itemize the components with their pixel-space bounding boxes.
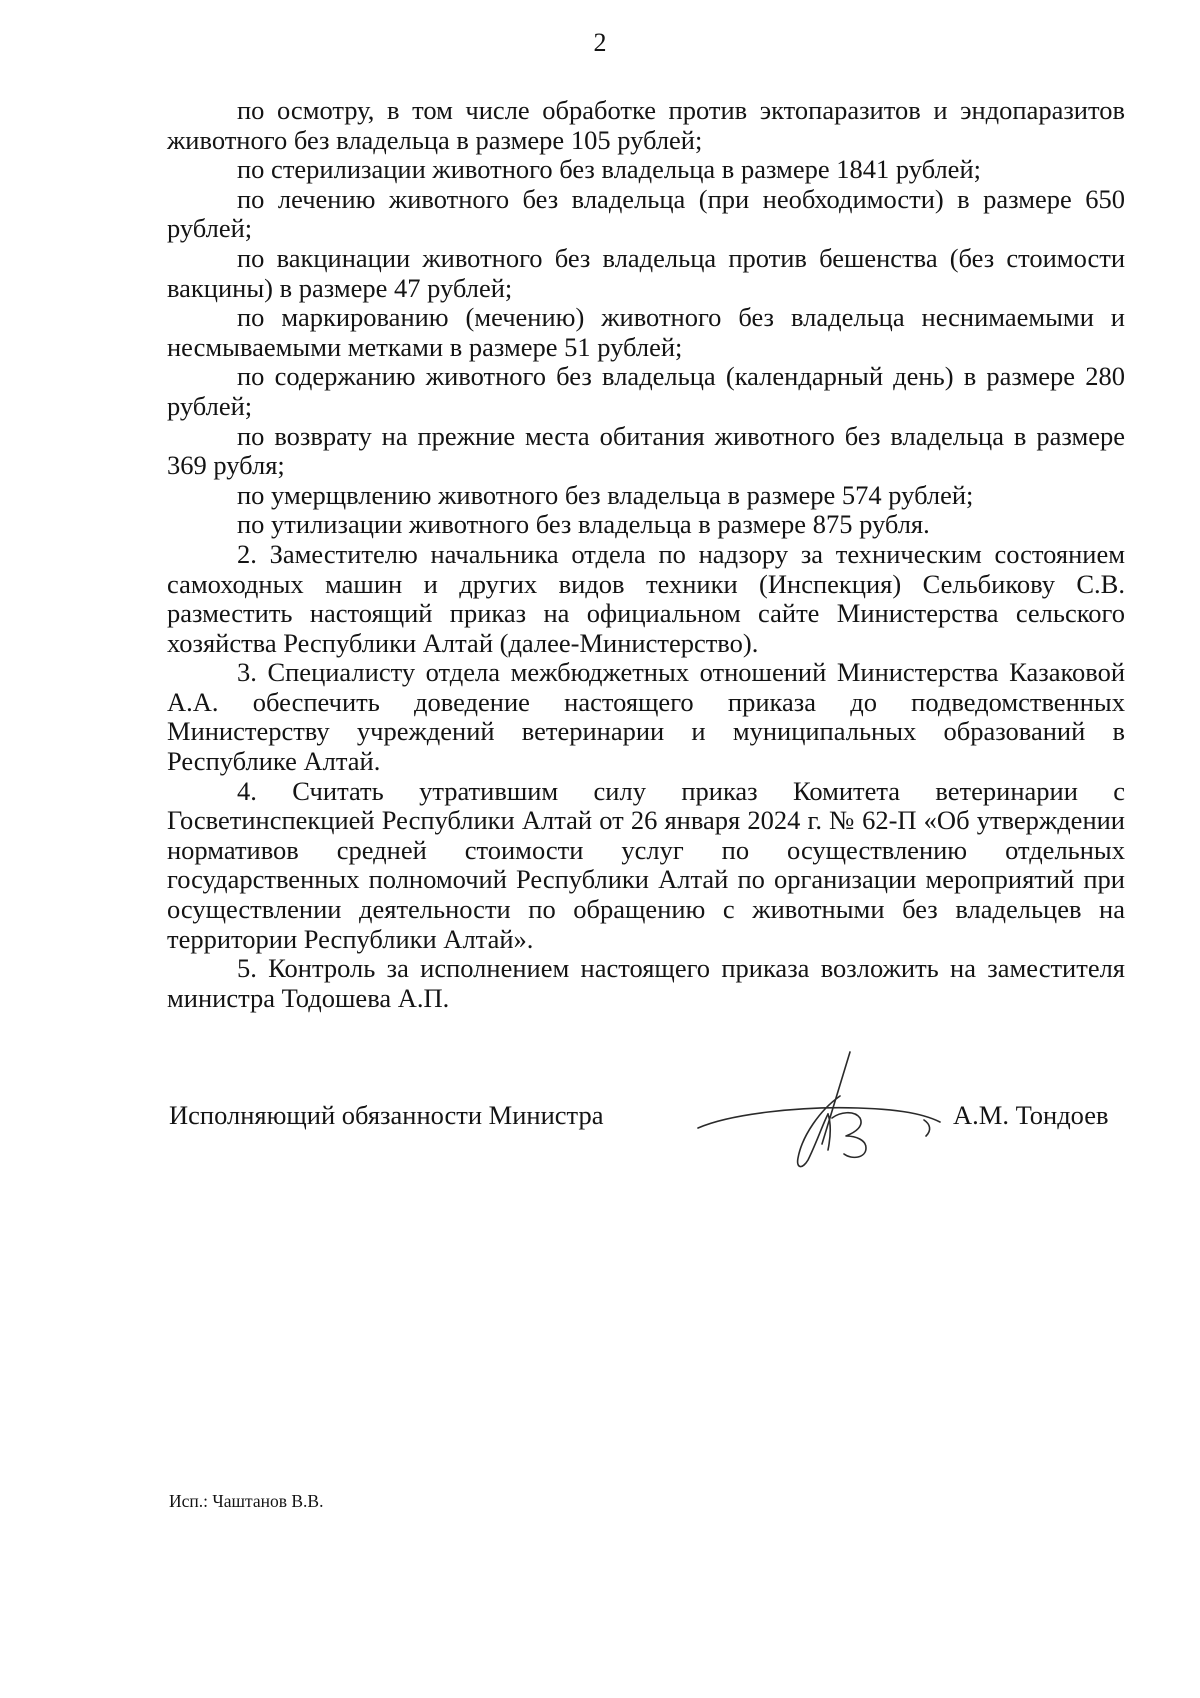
handwritten-signature [690, 1040, 950, 1180]
paragraph-vaccination-cost: по вакцинации животного без владельца против бешенства (без стоимости вакцины) в размере 47 рублей; [167, 242, 1125, 303]
paragraph-treatment-cost: по лечению животного без владельца (при необходимости) в размере 650 рублей; [167, 183, 1125, 244]
paragraph-disposal-cost: по утилизации животного без владельца в размере 875 рубля. [237, 509, 930, 540]
signatory-title: Исполняющий обязанности Министра [169, 1100, 604, 1130]
executor-note: Исп.: Чаштанов В.В. [169, 1491, 324, 1511]
paragraph-return-cost: по возврату на прежние места обитания животного без владельца в размере 369 рубля; [167, 420, 1125, 481]
paragraph-sterilization-cost: по стерилизации животного без владельца в размере 1841 рублей; [237, 154, 981, 185]
paragraph-item-2: 2. Заместителю начальника отдела по надзору за техническим состоянием самоходных машин и других видов техники (Инспекция) Сельбикову С.В. разместить настоящий приказ на официальном сайте Министерства сельского хозяйства Республики Алтай (далее-Министерство). [167, 538, 1125, 658]
signature-block [0, 1040, 1200, 1180]
page-number: 2 [593, 28, 607, 57]
paragraph-item-5: 5. Контроль за исполнением настоящего приказа возложить на заместителя министра Тодошева А.П. [167, 953, 1125, 1013]
paragraph-keeping-cost: по содержанию животного без владельца (календарный день) в размере 280 рублей; [167, 361, 1125, 421]
paragraph-item-4: 4. Считать утратившим силу приказ Комитета ветеринарии с Госветинспекцией Республики Алтай от 26 января 2024 г. № 62-П «Об утверждении нормативов средней стоимости услуг по осуществлению отдельных государственных полномочий Республики Алтай по организации мероприятий при осуществлении деятельности по обращению с животными без владельцев на территории Республики Алтай». [167, 775, 1125, 954]
paragraph-item-3: 3. Специалисту отдела межбюджетных отношений Министерства Казаковой А.А. обеспечить доведение настоящего приказа до подведомственных Министерству учреждений ветеринарии и муниципальных образований в Республике Алтай. [167, 657, 1125, 777]
paragraph-inspection-cost: по осмотру, в том числе обработке против эктопаразитов и эндопаразитов животного без владельца в размере 105 рублей; [167, 95, 1125, 155]
signatory-name: А.М. Тондоев [953, 1100, 1109, 1130]
document-body [167, 96, 1125, 1013]
paragraph-marking-cost: по маркированию (мечению) животного без владельца неснимаемыми и несмываемыми метками в размере 51 рублей; [167, 302, 1125, 362]
paragraph-euthanasia-cost: по умерщвлению животного без владельца в размере 574 рублей; [237, 479, 974, 510]
